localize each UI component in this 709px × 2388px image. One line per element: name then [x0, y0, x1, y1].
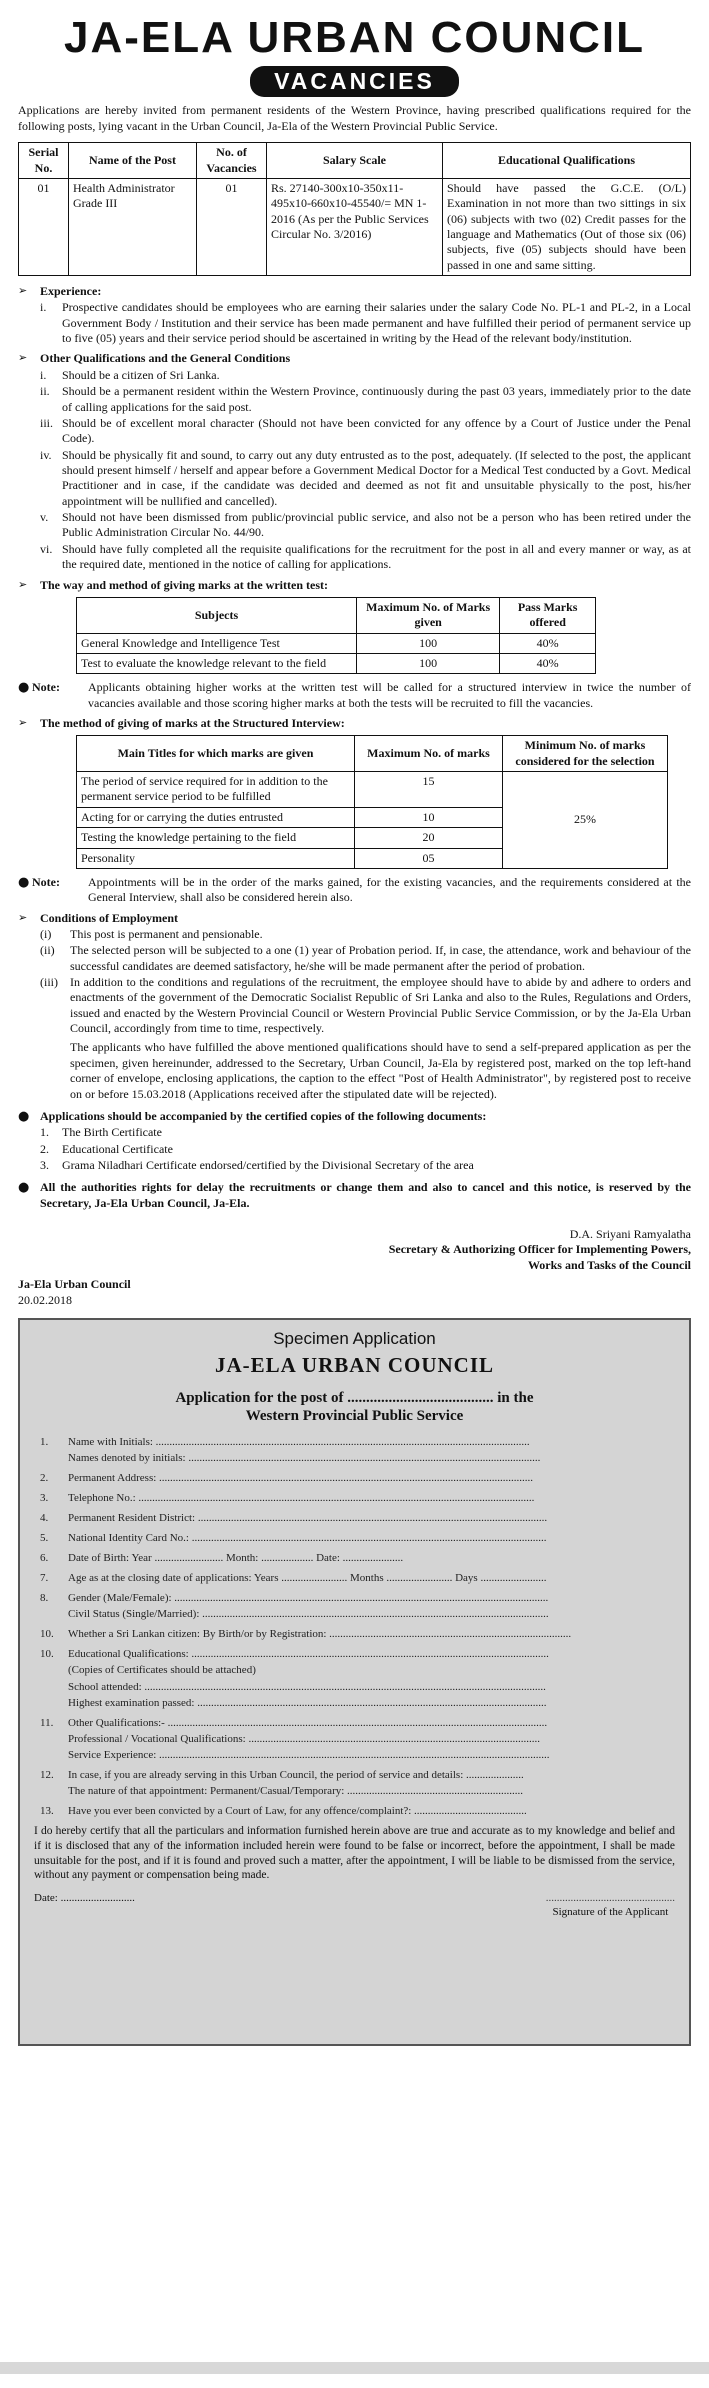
cell-salary: Rs. 27140-300x10-350x11-495x10-660x10-45540/= MN 1-2016 (As per the Public Services Circular No. 3/2016): [267, 178, 443, 275]
field-number: 12.: [40, 1768, 54, 1781]
table-row: Testing the knowledge pertaining to the field 20: [77, 828, 668, 848]
date-line: Date: ...........................: [34, 1892, 135, 1905]
employment-heading: ➢ Conditions of Employment: [18, 910, 179, 925]
field-line: Names denoted by initials: ................................................................................................................................: [68, 1451, 541, 1464]
specimen-application: [18, 1318, 691, 2046]
arrow-icon: ➢: [18, 351, 28, 365]
field-line: Service Experience: ..............................................................................................................................................: [68, 1748, 550, 1761]
interview-table: [76, 735, 668, 869]
bullet-icon: ●: [18, 680, 30, 696]
written-test-heading: ➢ The way and method of giving marks at the written test:: [18, 577, 328, 592]
specimen-fields: [34, 1435, 675, 1819]
list-item: (iii) In addition to the conditions and regulations of the recruitment, the employee should have to abide by and adhere to orders and enactments of the government of the Democratic Socialist Republic of Sri Lanka and also to the Rules, Regulations and Orders, issued and enacted by the Western Provincial Council or Western Provincial Public Service Commission, or by the Ja-Ela Urban Council, accordingly from time to time, respectively.: [40, 975, 691, 1036]
specimen-post-line: Application for the post of ....................................... in the Western Provincial Public Service: [175, 1389, 534, 1424]
form-field: [34, 1531, 675, 1545]
table-row: The period of service required for in addition to the permanent service period to be fulfilled 15 25%: [77, 772, 668, 808]
council-name: Ja-Ela Urban Council: [18, 1277, 131, 1292]
form-field: [34, 1491, 675, 1505]
col-main-titles: Main Titles for which marks are given: [77, 736, 355, 772]
cell-post: Health Administrator Grade III: [69, 178, 197, 275]
form-field: [34, 1591, 675, 1621]
vacancy-table: [18, 142, 691, 276]
form-field: [34, 1647, 675, 1709]
specimen-footer: [34, 1891, 675, 1919]
form-field: [34, 1471, 675, 1485]
field-line: Civil Status (Single/Married): ..............................................................................................................................: [68, 1608, 549, 1621]
list-item: ii. Should be a permanent resident within the Western Province, continuously during the past 03 years, immediately prior to the date of calling applications for the said post.: [40, 384, 691, 414]
field-line: Other Qualifications:- ..........................................................................................................................................: [68, 1716, 548, 1729]
arrow-icon: ➢: [18, 577, 28, 591]
col-min-marks: Minimum No. of marks considered for the selection: [503, 736, 668, 772]
field-number: 11.: [40, 1716, 54, 1729]
field-line: Permanent Resident District: ...............................................................................................................................: [68, 1511, 548, 1524]
col-qualifications: Educational Qualifications: [443, 143, 691, 179]
field-number: 10.: [40, 1648, 54, 1661]
bottom-bar: [0, 2362, 709, 2374]
field-number: 1.: [40, 1435, 49, 1448]
field-number: 10.: [40, 1628, 54, 1641]
field-line: Whether a Sri Lankan citizen: By Birth/or by Registration: ........................................................................................: [68, 1628, 572, 1641]
form-field: [34, 1551, 675, 1565]
field-line: School attended: ..................................................................................................................................................: [68, 1680, 546, 1693]
field-line: Highest examination passed: ...............................................................................................................................: [68, 1696, 547, 1709]
form-field: [34, 1716, 675, 1762]
arrow-icon: ➢: [18, 284, 28, 298]
note-appointments: ● Note: Appointments will be in the order of the marks gained, for the existing vacancies, and the requirements considered at the General Interview, shall also be considered herein also.: [18, 874, 691, 905]
field-number: 2.: [40, 1471, 49, 1484]
list-item: (ii) The selected person will be subjected to a one (1) year of Probation period. If, in case, the attendance, work and behaviour of the successful candidates are deemed satisfactory, he/she will be made permanent after the period of probation.: [40, 943, 691, 973]
signature-dots: ...............................................: [545, 1892, 675, 1905]
field-line: (Copies of Certificates should be attached): [68, 1664, 256, 1677]
col-post: Name of the Post: [69, 143, 197, 179]
application-instructions: The applicants who have fulfilled the above mentioned qualifications should have to send a self-prepared application as per the specimen, given hereinunder, addressed to the Secretary, Urban Council, Ja-Ela by registered post, marked on the top left-hand corner of envelope, enclosing applications, the caption to the effect "Post of Health Administrator", by registered post to receive on or before 15.03.2018 (Applications received after the stipulated date will be rejected).: [70, 1040, 691, 1101]
cell-vacancies: 01: [197, 178, 267, 275]
field-line: Name with Initials: ........................................................................................................................................: [68, 1435, 530, 1448]
written-test-table: [76, 597, 596, 674]
other-qualifications-heading: ➢ Other Qualifications and the General Conditions: [18, 351, 291, 366]
note-written-test: ● Note: Applicants obtaining higher works at the written test will be called for a structured interview in twice the number of vacancies available and those scoring higher marks at both the tests will be recruited to fill the vacancies.: [18, 680, 691, 710]
vacancies-banner: VACANCIES: [250, 66, 459, 97]
col-max-marks: Maximum No. of Marks given: [357, 597, 500, 633]
list-item: vi. Should have fully completed all the requisite qualifications for the recruitment for the post in all and every manner or way, as at the required date, mentioned in the notice of calling for applications.: [40, 541, 691, 572]
signatory-title: Secretary & Authorizing Officer for Implementing Powers,: [388, 1242, 691, 1257]
interview-heading: ➢ The method of giving of marks at the Structured Interview:: [18, 716, 345, 731]
authority-statement: ● All the authorities rights for delay the recruitments or change them and also to cancel and this notice, is reserved by the Secretary, Ja-Ela Urban Council, Ja-Ela.: [18, 1180, 691, 1210]
form-field: [34, 1435, 675, 1465]
field-line: Have you ever been convicted by a Court of Law, for any offence/complaint?: .........................................: [68, 1805, 527, 1818]
field-line: Date of Birth: Year ......................... Month: ................... Date: ......................: [68, 1551, 404, 1564]
field-number: 3.: [40, 1491, 49, 1504]
list-item: 3. Grama Niladhari Certificate endorsed/certified by the Divisional Secretary of the area: [40, 1158, 474, 1172]
list-item: [40, 1037, 691, 1101]
form-field: [34, 1627, 675, 1641]
field-line: Permanent Address: ........................................................................................................................................: [68, 1471, 534, 1484]
bullet-icon: ●: [18, 874, 30, 890]
col-salary: Salary Scale: [267, 143, 443, 179]
table-row: General Knowledge and Intelligence Test 100 40%: [77, 633, 596, 653]
table-row: [19, 178, 691, 275]
signatory-title: Works and Tasks of the Council: [527, 1257, 691, 1272]
col-max-marks: Maximum No. of marks: [355, 736, 503, 772]
list-item: v. Should not have been dismissed from public/provincial public service, and also not be a person who has been retired under the Public Administration Circular No. 44/90.: [40, 510, 691, 540]
field-number: 7.: [40, 1572, 49, 1585]
form-field: [34, 1571, 675, 1585]
list-item: i. Prospective candidates should be employees who are earning their salaries under the salary Code No. PL-1 and PL-2, in a Local Government Body / Institution and their service has been made permanent and have fulfilled their period of permanent service up to five (05) years and their service period should be ascertained in writing by the Head of the relevant body/institution.: [40, 300, 691, 346]
experience-heading: ➢ Experience:: [18, 284, 102, 299]
arrow-icon: ➢: [18, 716, 28, 730]
field-line: In case, if you are already serving in this Urban Council, the period of service and details: .....................: [68, 1768, 524, 1781]
signature-label: Signature of the Applicant: [552, 1906, 669, 1919]
signature-block: [18, 1227, 691, 1273]
table-row: Test to evaluate the knowledge relevant to the field 100 40%: [77, 653, 596, 673]
specimen-heading: Specimen Application: [273, 1328, 436, 1348]
field-line: Gender (Male/Female): ........................................................................................................................................: [68, 1592, 549, 1605]
field-line: Telephone No.: ................................................................................................................................................: [68, 1491, 535, 1504]
min-marks-value: 25%: [503, 772, 668, 869]
field-line: Professional / Vocational Qualifications: ..........................................................................................................: [68, 1732, 540, 1745]
cell-qualifications: Should have passed the G.C.E. (O/L) Examination in not more than two sittings in six (06) subjects with two (02) Credit passes for the language and Mathematics (Out of those six (06) subjects, five (05) subjects should have been passed in one and same sitting.: [443, 178, 691, 275]
bullet-icon: ●: [18, 1108, 30, 1124]
field-line: Educational Qualifications: ..................................................................................................................................: [68, 1648, 549, 1661]
list-item: iii. Should be of excellent moral character (Should not have been convicted for any offence by a Court of Justice under the Penal Code).: [40, 415, 691, 446]
table-row: Personality 05: [77, 848, 668, 868]
field-number: 13.: [40, 1805, 54, 1818]
bullet-icon: ●: [18, 1180, 30, 1196]
documents-heading: ● Applications should be accompanied by the certified copies of the following documents:: [18, 1108, 487, 1124]
field-line: The nature of that appointment: Permanent/Casual/Temporary: ................................................................: [68, 1784, 524, 1797]
signatory-name: D.A. Sriyani Ramyalatha: [569, 1227, 691, 1242]
vacancy-table-header: [19, 143, 691, 179]
field-number: 6.: [40, 1551, 49, 1564]
cell-serial: 01: [19, 178, 69, 275]
field-number: 8.: [40, 1592, 49, 1605]
field-line: Age as at the closing date of applications: Years ........................ Months ........................ Days ........................: [68, 1572, 547, 1585]
col-pass-marks: Pass Marks offered: [500, 597, 596, 633]
col-subjects: Subjects: [77, 597, 357, 633]
table-row: Acting for or carrying the duties entrusted 10: [77, 807, 668, 827]
declaration: I do hereby certify that all the particulars and information furnished herein above are true and accurate as to my knowledge and belief and if it is disclosed that any of the information included herein were found to be false or incorrect, before the appointment, I shall be made unsuitable for the post, and if it is found and proved such a matter, after the appointment, I will be liable to be dismissed from the service, without any payment or compensation being made.: [34, 1825, 675, 1882]
col-vacancies: No. of Vacancies: [197, 143, 267, 179]
list-item: iv. Should be physically fit and sound, to carry out any duty entrusted as to the post, adequately. (If selected to the post, the applicant should present himself / herself and appear before a Government Medical Doctor for a Medical Test conducted by a Govt. Medical Practitioner and in case, if the candidate was decided and deemed as not fit and unsuitable physically to the post, his/her appointment will be nullified and cancelled).: [40, 447, 691, 508]
list-item: i. Should be a citizen of Sri Lanka.: [40, 367, 220, 382]
list-item: (i) This post is permanent and pensionable.: [40, 926, 263, 941]
list-item: 2. Educational Certificate: [40, 1141, 173, 1156]
field-line: National Identity Card No.: .................................................................................................................................: [68, 1531, 547, 1544]
form-field: [34, 1804, 675, 1818]
notice-date: 20.02.2018: [18, 1292, 72, 1307]
notice-title: JA-ELA URBAN COUNCIL: [63, 13, 646, 62]
col-serial: Serial No.: [19, 143, 69, 179]
specimen-council: JA-ELA URBAN COUNCIL: [214, 1352, 495, 1377]
form-field: [34, 1768, 675, 1798]
intro-paragraph: Applications are hereby invited from permanent residents of the Western Province, having prescribed qualifications required for the following posts, lying vacant in the Urban Council, Ja-Ela of the Western Provincial Public Service.: [18, 103, 691, 133]
form-field: [34, 1511, 675, 1525]
field-number: 5.: [40, 1531, 49, 1544]
list-item: 1. The Birth Certificate: [40, 1125, 162, 1140]
arrow-icon: ➢: [18, 910, 28, 924]
field-number: 4.: [40, 1511, 49, 1524]
